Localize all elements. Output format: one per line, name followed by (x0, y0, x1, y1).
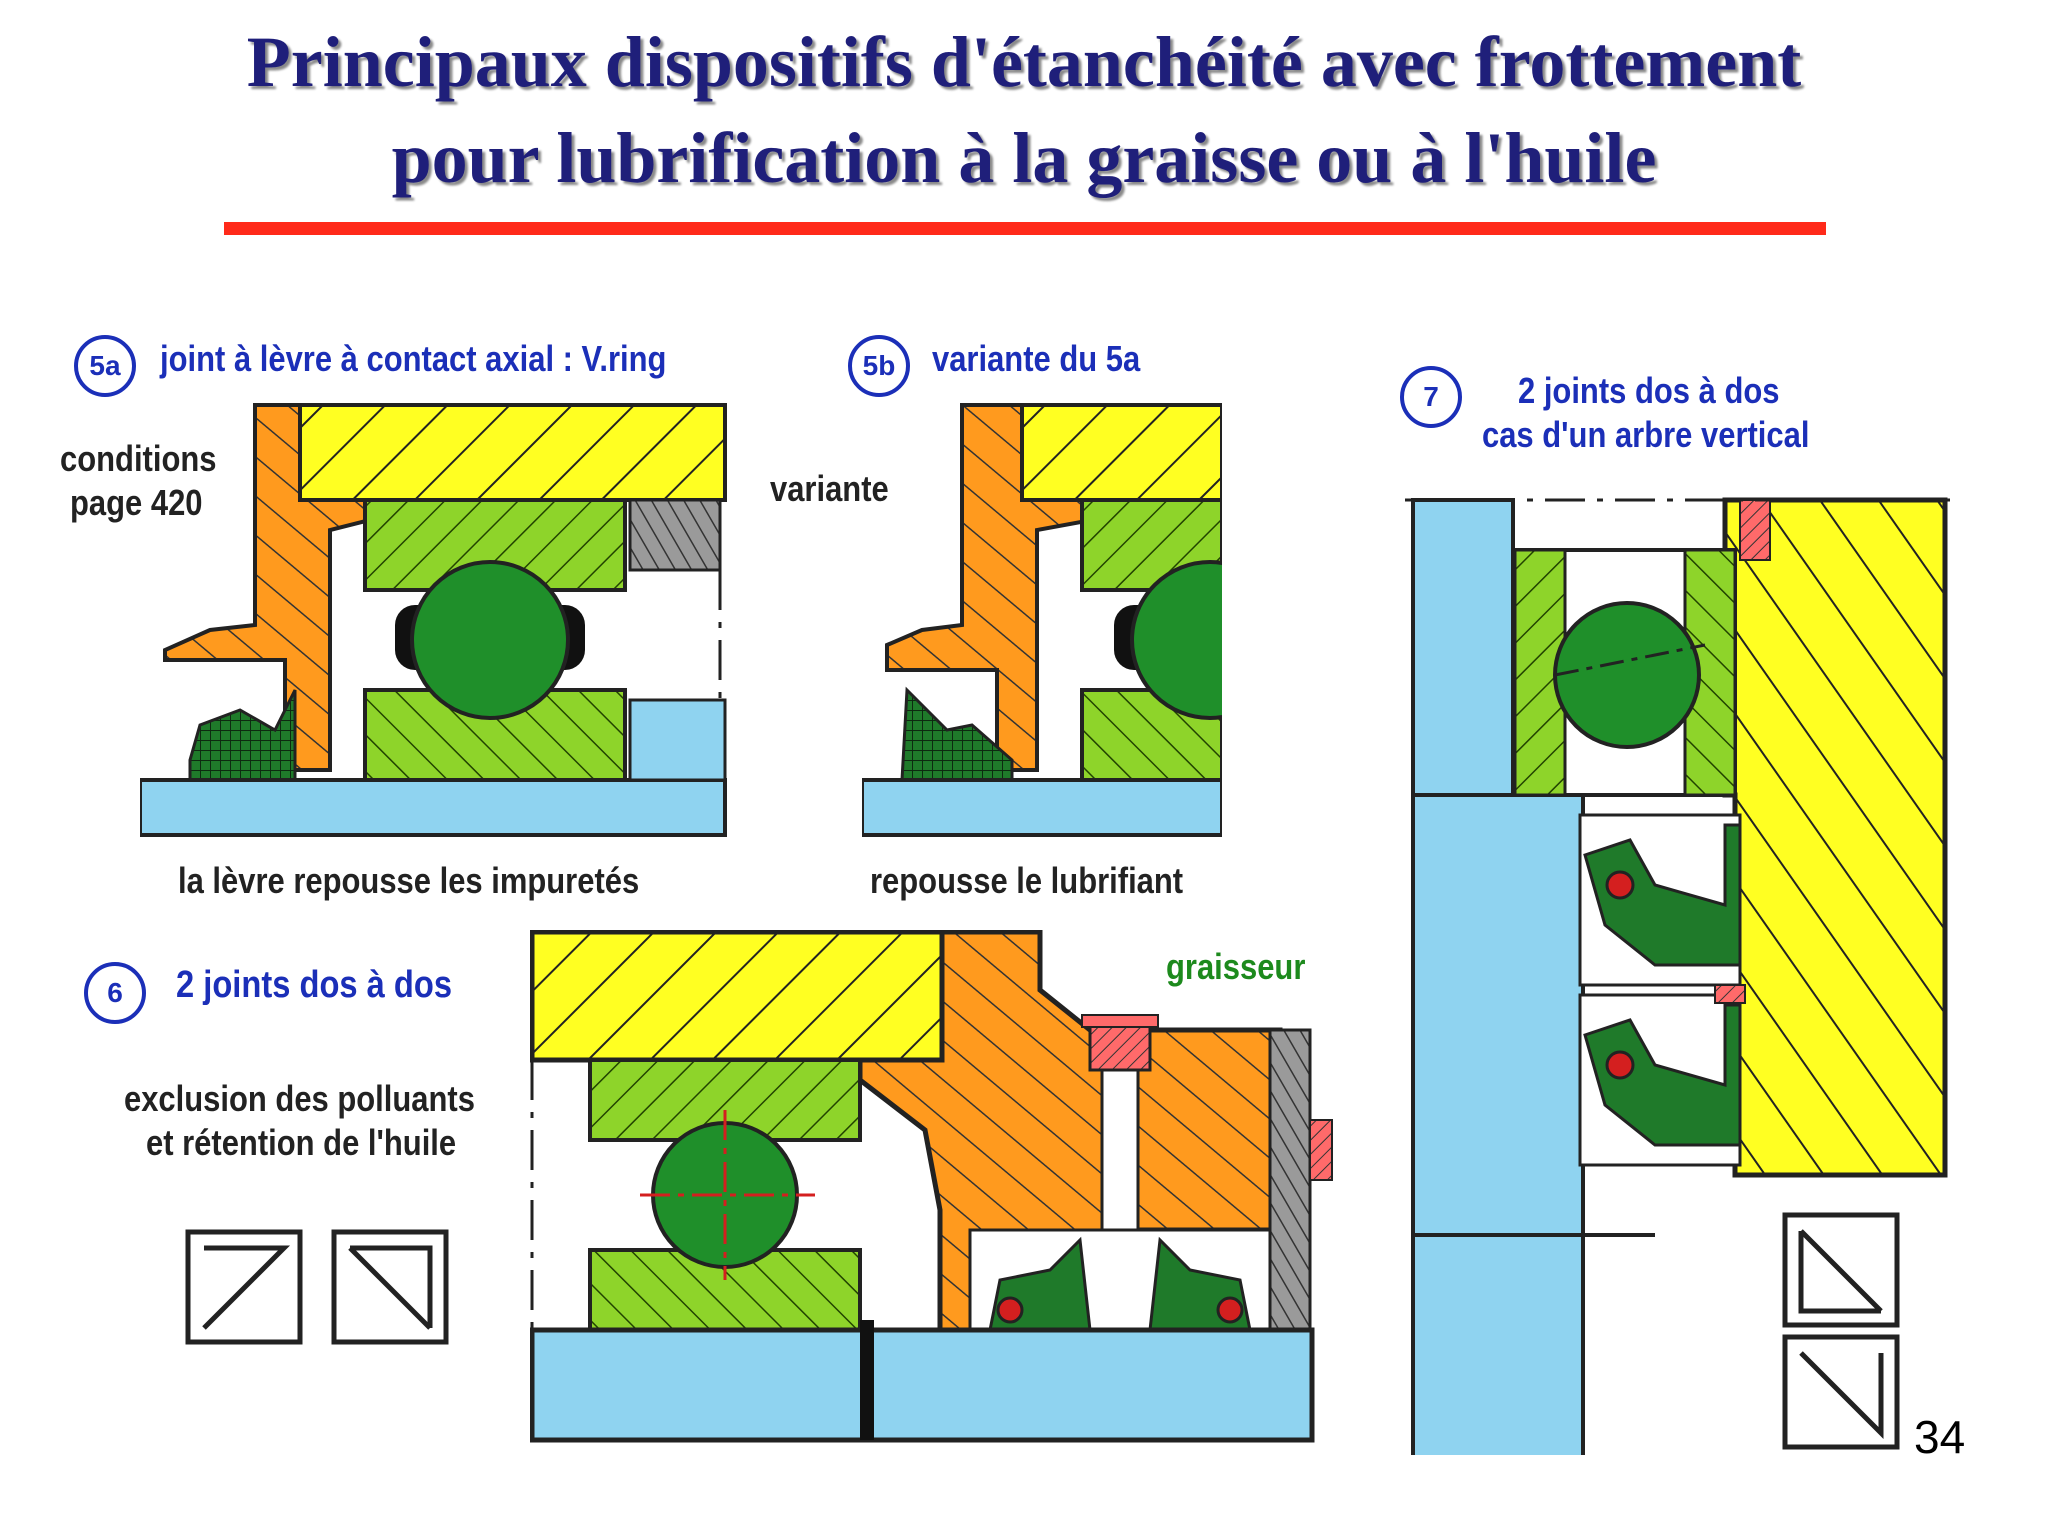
fig-5b-bottom-caption: repousse le lubrifiant (870, 860, 1184, 901)
fig-5b-caption: variante du 5a (932, 338, 1141, 379)
page-title-line-1: Principaux dispositifs d'étanchéité avec frottement (246, 22, 1802, 102)
page-number: 34 (1914, 1411, 1966, 1463)
fig-5b-side-note: variante (770, 468, 889, 509)
fig-5a-drawing (140, 400, 730, 850)
fig-5a-side-note-1: conditions (60, 438, 217, 479)
shaft (140, 780, 725, 835)
grease-nipple-icon (1090, 1025, 1150, 1070)
badge-5b: 5b (848, 335, 910, 397)
fig-6-note-1: exclusion des polluants (124, 1078, 475, 1119)
fig-7-drawing (1405, 495, 1950, 1455)
grease-nipple-label: graisseur (1166, 946, 1306, 987)
fig-5a-bottom-caption: la lèvre repousse les impuretés (178, 860, 640, 901)
page-title-line-2: pour lubrification à la graisse ou à l'huile (391, 118, 1657, 198)
ball-icon (653, 1123, 797, 1267)
fig-6-drawing (530, 930, 1340, 1450)
fig-5b-drawing (862, 400, 1222, 850)
fig-6-note-2: et rétention de l'huile (146, 1122, 457, 1163)
title-underline (224, 222, 1826, 235)
housing (300, 405, 725, 500)
ball-icon (412, 562, 568, 718)
fig-6-symbols (184, 1228, 454, 1348)
badge-5a: 5a (74, 335, 136, 397)
fig-7-caption-1: 2 joints dos à dos (1518, 370, 1780, 411)
fig-7-caption-2: cas d'un arbre vertical (1482, 414, 1810, 455)
fig-5a-caption: joint à lèvre à contact axial : V.ring (160, 338, 667, 379)
badge-7: 7 (1400, 366, 1462, 428)
fig-5a-side-note-2: page 420 (70, 482, 203, 523)
fig-6-caption: 2 joints dos à dos (176, 964, 453, 1006)
ball-icon (1555, 603, 1699, 747)
v-ring-seal-icon (190, 690, 295, 780)
badge-6: 6 (84, 962, 146, 1024)
